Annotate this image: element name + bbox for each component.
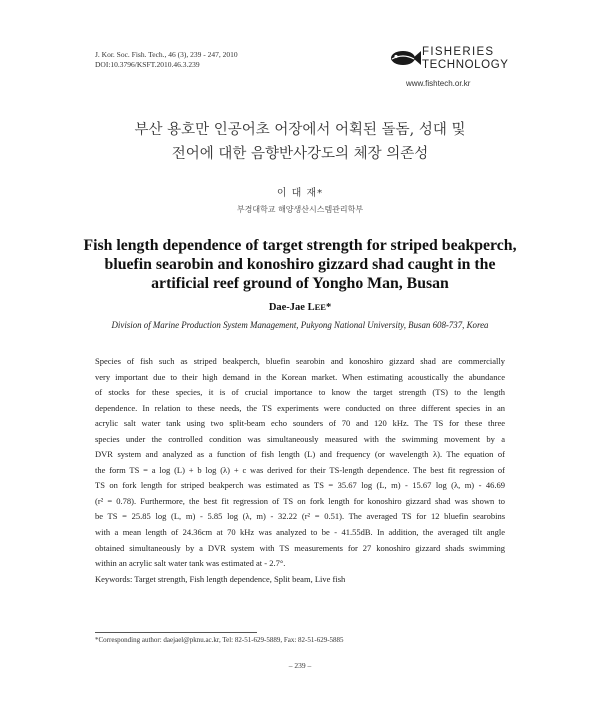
abstract-line: dependence. In relation to these needs, the TS experiments were conducted on three different species in an: [95, 402, 505, 413]
keywords: Keywords: Target strength, Fish length dependence, Split beam, Live fish: [95, 574, 346, 584]
korean-affiliation: 부경대학교 해양생산시스템관리학부: [236, 205, 364, 214]
english-title-line-3: artificial reef ground of Yongho Man, Busan: [151, 275, 449, 292]
abstract-line: acrylic salt water tank using two split-beam echo sounders of 70 and 120 kHz. The TS for these three: [95, 418, 505, 429]
abstract-line: within an acrylic salt water tank was estimated at - 2.7°.: [95, 558, 286, 569]
abstract-line: with a mean length of 24.36cm at 70 kHz was analyzed to be - 41.55dB. In addition, the averaged tilt angle: [95, 527, 505, 538]
abstract-line: be TS = 25.85 log (L, m) - 5.85 log (λ, m) - 32.22 (r² = 0.51). The averaged TS for 12 bluefin searobins: [95, 511, 505, 522]
abstract-line: obtained simultaneously by a DVR system with TS measurements for 27 konoshiro gizzard shads swimming: [95, 542, 505, 553]
logo-line-2: TECHNOLOGY: [422, 59, 509, 71]
english-author-name-smallcaps: EE: [314, 302, 326, 312]
fish-logo-icon: [388, 47, 422, 69]
page-number: – 239 –: [288, 661, 312, 670]
abstract-line: the form TS = a log (L) + b log (λ) + c was derived for their TS-length dependence. The best fit regression of: [95, 464, 505, 475]
abstract-line: species under the controlled condition was simultaneously measured with the swimming movement by a: [95, 433, 505, 444]
logo-line-1: FISHERIES: [422, 46, 495, 58]
korean-title-line-2: 전어에 대한 음향반사강도의 체장 의존성: [171, 146, 429, 162]
korean-title: [60, 118, 540, 166]
english-affiliation: Division of Marine Production System Management, Pukyong National University, Busan 608-737, Korea: [111, 320, 489, 330]
abstract-line: TS on fork length for striped beakperch was estimated as TS = 35.67 log (L, m) - 15.67 log (λ, m) - 46.69: [95, 480, 505, 491]
journal-citation: J. Kor. Soc. Fish. Tech., 46 (3), 239 - 247, 2010: [95, 50, 238, 59]
abstract: [95, 354, 505, 572]
english-author: [60, 302, 540, 313]
english-author-name: Dae-Jae L: [268, 302, 315, 313]
english-title: [70, 236, 530, 293]
abstract-line: DVR system and analyzed as a function of fish length (L) and frequency (or wavelength λ). The equation of: [95, 449, 505, 460]
abstract-line: of stocks for these species, it is of crucial importance to know the target strength (TS) to the length: [95, 387, 505, 398]
corresponding-author-mark: *: [325, 302, 332, 313]
journal-doi: DOI:10.3796/KSFT.2010.46.3.239: [95, 60, 200, 69]
korean-title-line-1: 부산 용호만 인공어초 어장에서 어획된 돌돔, 성대 및: [134, 122, 466, 138]
english-title-line-1: Fish length dependence of target strength for striped beakperch,: [83, 237, 517, 254]
english-title-line-2: bluefin searobin and konoshiro gizzard shad caught in the: [104, 256, 496, 273]
abstract-line: (r² = 0.78). Furthermore, the best fit regression of TS on fork length for konoshiro gizzard shad was shown to: [95, 495, 505, 506]
abstract-line: very important due to their high demand in the Korean market. When estimating acoustically the abundance: [95, 371, 505, 382]
corresponding-author-footnote: *Corresponding author: daejael@pknu.ac.kr, Tel: 82-51-629-5889, Fax: 82-51-629-5885: [95, 636, 344, 644]
journal-citation-block: [95, 50, 238, 70]
korean-author: 이 대 재*: [276, 188, 324, 199]
footnote-divider: [95, 632, 257, 633]
journal-url: www.fishtech.or.kr: [406, 79, 471, 88]
abstract-line: Species of fish such as striped beakperch, bluefin searobin and konoshiro gizzard shad are commercially: [95, 356, 505, 366]
fisheries-technology-logo: [388, 43, 509, 95]
